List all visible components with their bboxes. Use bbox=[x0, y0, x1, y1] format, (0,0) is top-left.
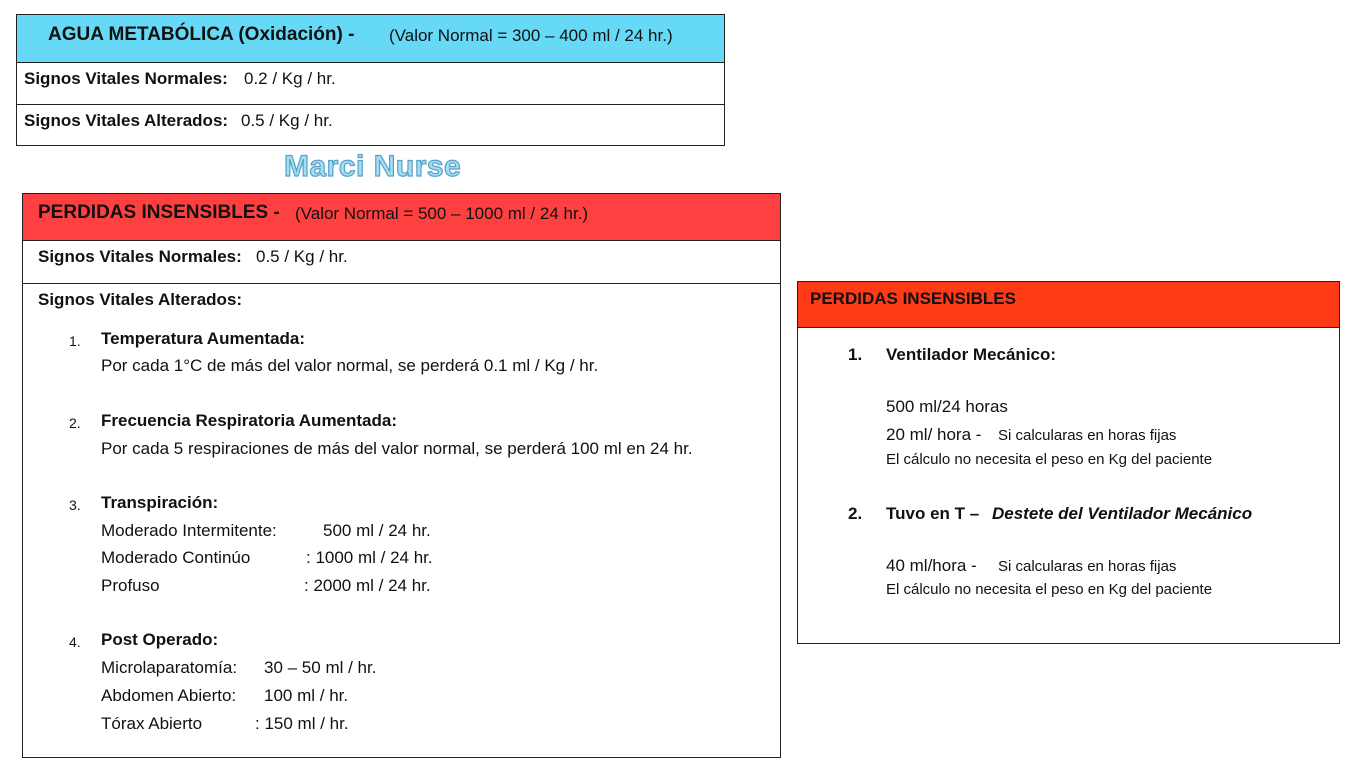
ventilador-note: El cálculo no necesita el peso en Kg del paciente bbox=[886, 581, 1213, 598]
agua-altered-value: 0.5 / Kg / hr. bbox=[241, 111, 333, 130]
ventilador-line: 500 ml/24 horas bbox=[886, 397, 1008, 416]
perdidas-normal-value: 0.5 / Kg / hr. bbox=[256, 247, 348, 266]
transpiracion-value: 500 ml / 24 hr. bbox=[323, 521, 431, 540]
agua-metabolica-title: AGUA METABÓLICA (Oxidación) - bbox=[48, 24, 355, 45]
ventilador-note: Si calcularas en horas fijas bbox=[998, 427, 1177, 444]
agua-metabolica-header bbox=[17, 15, 724, 63]
frecuencia-text: Por cada 5 respiraciones de más del valor normal, se perderá 100 ml en 24 hr. bbox=[101, 439, 693, 458]
item-number: 4. bbox=[69, 634, 81, 650]
ventilador-body bbox=[798, 328, 1339, 643]
agua-altered-label: Signos Vitales Alterados: bbox=[24, 111, 229, 130]
ventilador-note: El cálculo no necesita el peso en Kg del paciente bbox=[886, 451, 1213, 468]
post-operado-value: : 150 ml / hr. bbox=[255, 714, 349, 733]
perdidas-title: PERDIDAS INSENSIBLES - bbox=[38, 202, 280, 223]
transpiracion-label: Moderado Continúo bbox=[101, 548, 251, 567]
perdidas-row-normal bbox=[23, 241, 780, 284]
item-number: 1. bbox=[69, 333, 81, 349]
item-number: 1. bbox=[848, 345, 863, 364]
post-operado-heading: Post Operado: bbox=[101, 630, 219, 649]
agua-normal-value: 0.2 / Kg / hr. bbox=[244, 69, 336, 88]
perdidas-altered-label: Signos Vitales Alterados: bbox=[38, 290, 243, 309]
post-operado-label: Tórax Abierto bbox=[101, 714, 203, 733]
ventilador-line: 40 ml/hora - bbox=[886, 556, 977, 575]
ventilador-header bbox=[798, 282, 1339, 328]
agua-metabolica-row-altered bbox=[17, 105, 724, 146]
transpiracion-label: Profuso bbox=[101, 576, 160, 595]
perdidas-normal-label: Signos Vitales Normales: bbox=[38, 247, 242, 266]
post-operado-value: 30 – 50 ml / hr. bbox=[264, 658, 377, 677]
frecuencia-heading: Frecuencia Respiratoria Aumentada: bbox=[101, 411, 398, 430]
transpiracion-label: Moderado Intermitente: bbox=[101, 521, 277, 540]
item-number: 3. bbox=[69, 497, 81, 513]
agua-normal-label: Signos Vitales Normales: bbox=[24, 69, 228, 88]
post-operado-label: Microlaparatomía: bbox=[101, 658, 238, 677]
ventilador-note: Si calcularas en horas fijas bbox=[998, 558, 1177, 575]
ventilador-mecanico-heading: Ventilador Mecánico: bbox=[886, 345, 1057, 364]
post-operado-value: 100 ml / hr. bbox=[264, 686, 349, 705]
temperatura-heading: Temperatura Aumentada: bbox=[101, 329, 306, 348]
item-number: 2. bbox=[69, 415, 81, 431]
ventilador-title: PERDIDAS INSENSIBLES bbox=[810, 289, 1016, 308]
agua-metabolica-table bbox=[16, 14, 725, 146]
agua-metabolica-normal-range: (Valor Normal = 300 – 400 ml / 24 hr.) bbox=[389, 26, 673, 45]
transpiracion-value: : 2000 ml / 24 hr. bbox=[304, 576, 431, 595]
perdidas-header bbox=[23, 194, 780, 241]
ventilador-table bbox=[797, 281, 1340, 644]
agua-metabolica-row-normal bbox=[17, 63, 724, 105]
ventilador-line: 20 ml/ hora - bbox=[886, 425, 982, 444]
perdidas-normal-range: (Valor Normal = 500 – 1000 ml / 24 hr.) bbox=[295, 204, 589, 223]
perdidas-row-altered bbox=[23, 284, 780, 757]
perdidas-insensibles-table bbox=[22, 193, 781, 758]
transpiracion-heading: Transpiración: bbox=[101, 493, 219, 512]
transpiracion-value: : 1000 ml / 24 hr. bbox=[306, 548, 433, 567]
temperatura-text: Por cada 1°C de más del valor normal, se perderá 0.1 ml / Kg / hr. bbox=[101, 356, 599, 375]
destete-heading: Destete del Ventilador Mecánico bbox=[992, 504, 1253, 523]
brand-watermark: Marci Nurse bbox=[284, 150, 462, 183]
post-operado-label: Abdomen Abierto: bbox=[101, 686, 237, 705]
tubo-t-heading: Tuvo en T – bbox=[886, 504, 980, 523]
item-number: 2. bbox=[848, 504, 863, 523]
